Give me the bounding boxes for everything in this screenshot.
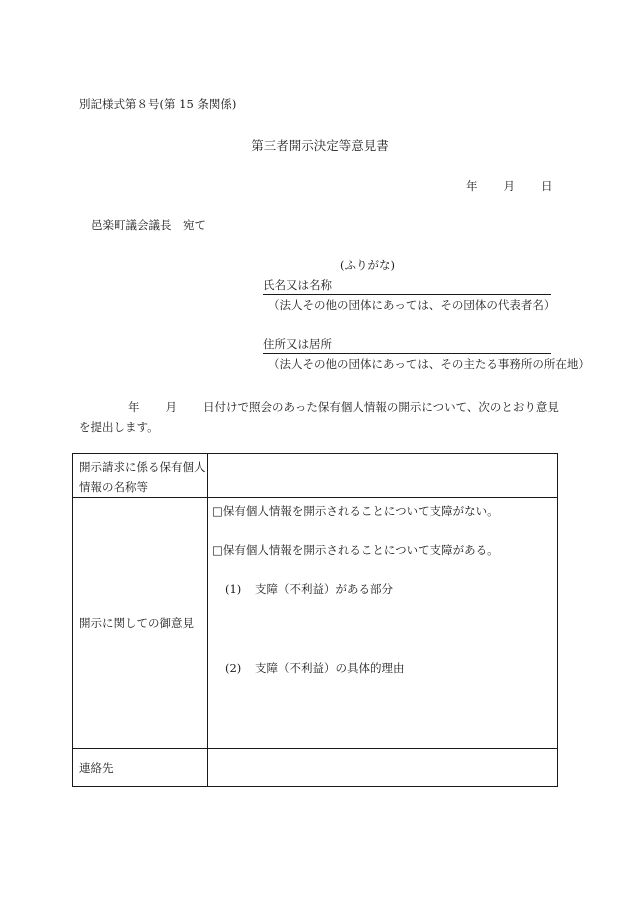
table-row-contact [73,749,558,787]
addressee: 邑楽町議会議長 宛て [91,218,206,232]
opinion-label: 開示に関しての御意見 [73,498,208,749]
name-note: （法人その他の団体にあっては、その団体の代表者名） [268,298,556,312]
table-row-opinion [73,498,558,749]
checkbox-issue[interactable]: □保有個人情報を開示されることについて支障がある。 [212,543,499,557]
issue-reason-item [225,660,405,676]
name-field[interactable] [263,277,551,295]
issue-reason-text: 支障（不利益）の具体的理由 [255,661,405,675]
date-line [466,178,553,194]
date-month: 月 [503,179,515,193]
info-name-label: 開示請求に係る保有個人情報の名称等 [73,454,208,498]
table-row-info-name [73,454,558,498]
issue-reason-number: (2) [225,661,242,675]
body-month: 月 [165,400,177,414]
address-note: （法人その他の団体にあっては、その主たる事務所の所在地） [268,357,590,371]
checkbox-no-issue[interactable]: □保有個人情報を開示されることについて支障がない。 [212,504,499,518]
contact-value[interactable] [208,749,558,787]
body-year: 年 [128,400,140,414]
contact-label: 連絡先 [73,749,208,787]
opinion-table [72,453,558,787]
furigana-label: (ふりがな) [340,258,395,272]
info-name-value[interactable] [208,454,558,498]
address-label: 住所又は居所 [263,337,332,351]
document-title: 第三者開示決定等意見書 [251,138,389,153]
address-field[interactable] [263,336,551,354]
date-year: 年 [466,179,478,193]
opinion-cell [208,498,558,749]
body-paragraph [79,397,559,437]
issue-part-item [225,581,393,597]
date-day: 日 [541,179,553,193]
issue-part-text: 支障（不利益）がある部分 [255,582,393,596]
name-label: 氏名又は名称 [263,278,332,292]
body-text: 日付けで照会のあった保有個人情報の開示について、次のとおり意見を提出します。 [79,400,559,434]
form-number: 別記様式第８号(第 15 条関係) [79,97,237,111]
issue-part-number: (1) [225,582,242,596]
